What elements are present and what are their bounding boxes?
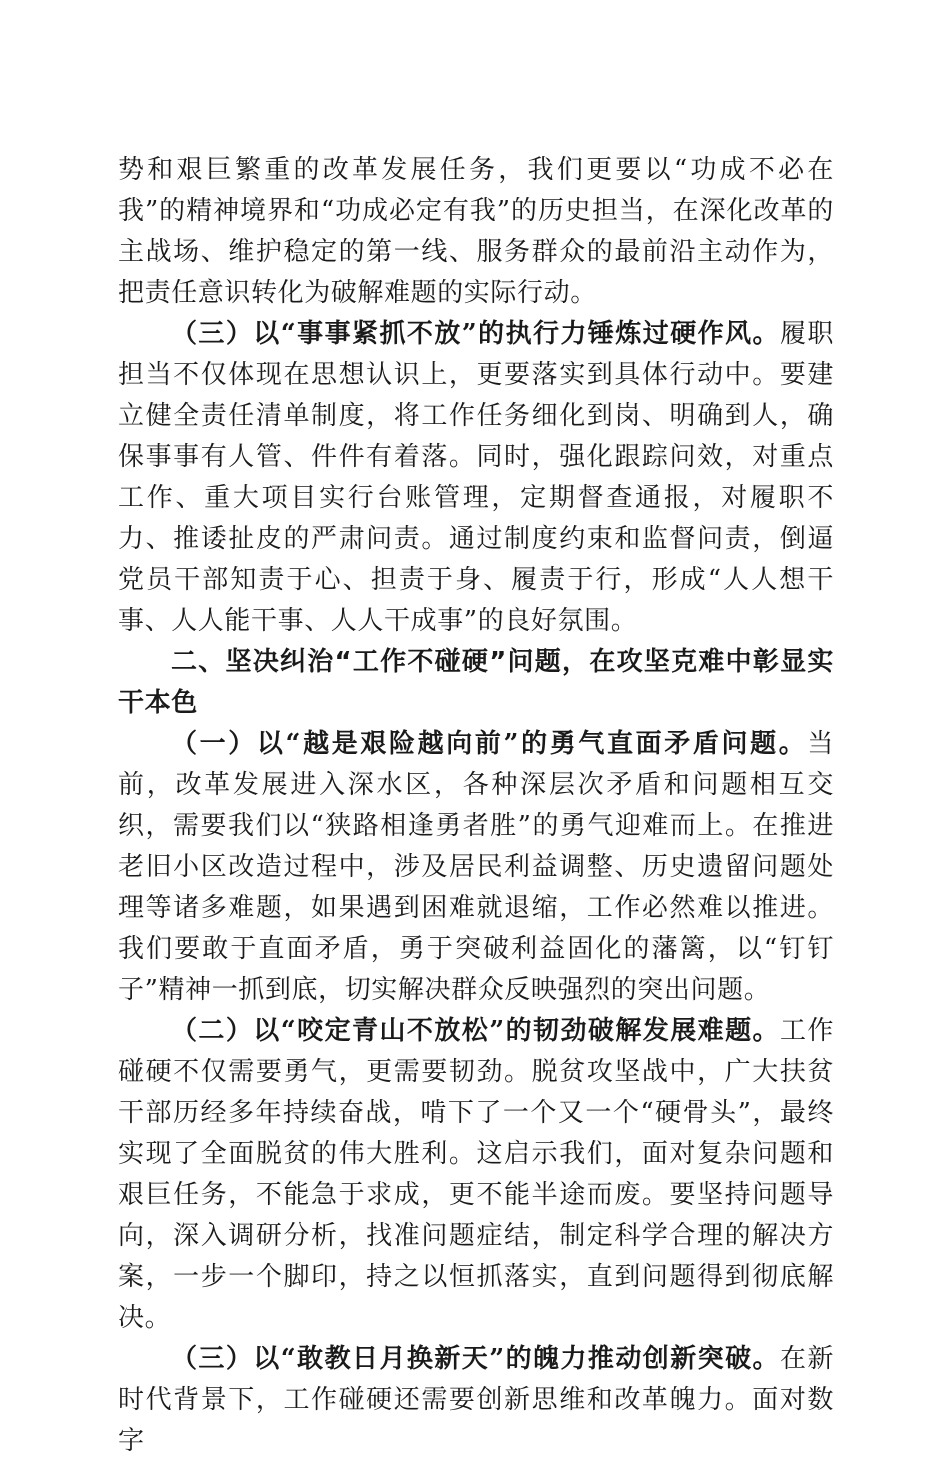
paragraph-text: 当前，改革发展进入深水区，各种深层次矛盾和问题相互交织，需要我们以“狭路相逢勇者胜”的勇气迎难而上。在推进老旧小区改造过程中，涉及居民利益调整、历史遗留问题处理等诸多难题，如果遇到困难就退缩，工作必然难以推进。我们要敢于直面矛盾，勇于突破利益固化的藩篱，以“钉钉子”精神一抓到底，切实解决群众反映强烈的突出问题。 <box>118 729 834 1005</box>
paragraph-text: 势和艰巨繁重的改革发展任务，我们更要以“功成不必在我”的精神境界和“功成必定有我”的历史担当，在深化改革的主战场、维护稳定的第一线、服务群众的最前沿主动作为，把责任意识转化为破解难题的实际行动。 <box>118 155 834 308</box>
document-page <box>118 150 834 1462</box>
section-heading: 二、坚决纠治“工作不碰硬”问题，在攻坚克难中彰显实干本色 <box>118 647 834 718</box>
paragraph-text: 履职担当不仅体现在思想认识上，更要落实到具体行动中。要建立健全责任清单制度，将工作任务细化到岗、明确到人，确保事事有人管、件件有着落。同时，强化跟踪问效，对重点工作、重大项目实行台账管理，定期督查通报，对履职不力、推诿扯皮的严肃问责。通过制度约束和监督问责，倒逼党员干部知责于心、担责于身、履责于行，形成“人人想干事、人人能干事、人人干成事”的良好氛围。 <box>118 319 834 636</box>
paragraph-lead: （三）以“事事紧抓不放”的执行力锤炼过硬作风。 <box>171 319 780 349</box>
paragraph-text: 工作碰硬不仅需要勇气，更需要韧劲。脱贫攻坚战中，广大扶贫干部历经多年持续奋战，啃下了一个又一个“硬骨头”，最终实现了全面脱贫的伟大胜利。这启示我们，面对复杂问题和艰巨任务，不能急于求成，更不能半途而废。要坚持问题导向，深入调研分析，找准问题症结，制定科学合理的解决方案，一步一个脚印，持之以恒抓落实，直到问题得到彻底解决。 <box>118 1016 834 1333</box>
paragraph-text: 在新时代背景下，工作碰硬还需要创新思维和改革魄力。面对数字 <box>118 1344 834 1456</box>
paragraph-lead: （三）以“敢教日月换新天”的魄力推动创新突破。 <box>171 1344 780 1374</box>
paragraph-lead: （二）以“咬定青山不放松”的韧劲破解发展难题。 <box>171 1016 780 1046</box>
paragraph-tenacity <box>118 1011 834 1339</box>
paragraph-execution <box>118 314 834 642</box>
paragraph-courage <box>118 724 834 1011</box>
paragraph-lead: （一）以“越是艰险越向前”的勇气直面矛盾问题。 <box>171 729 808 759</box>
paragraph-innovation <box>118 1339 834 1462</box>
paragraph-continuation <box>118 150 834 314</box>
